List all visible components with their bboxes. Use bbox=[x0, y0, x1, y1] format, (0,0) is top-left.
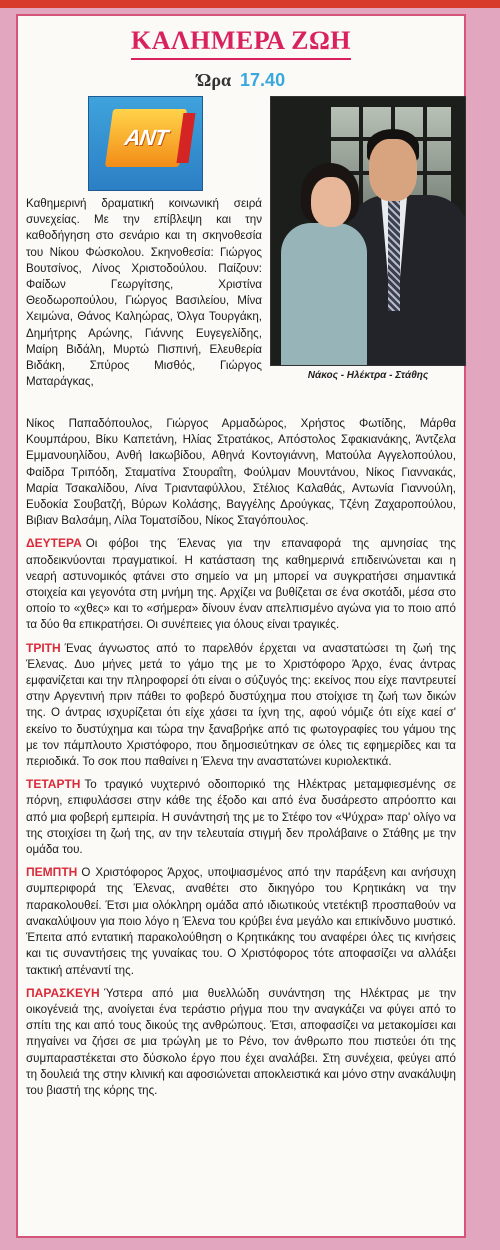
photo-caption: Νάκος - Ηλέκτρα - Στάθης bbox=[307, 370, 429, 381]
intro-text-narrow: Καθημερινή δραματική κοινωνική σειρά συνεχείας. Με την επίβλεψη και την καθοδήγηση στο σενάριο και τη σκηνοθεσία του Νίκου Φώσκολου. Σκηνοθεσία: Γιώργος Βουτσίνος, Λίνος Χριστοδούλου. Παίζουν: Φαίδων Γεωργίτσης, Χριστίνα Θεοδωροπούλου, Γιώργος Βασιλείου, Μίνα Χειμώνα, Θάνος Καληώρας, Όλγα Τουργάκη, Δημήτρης Αρώνης, Γιάννης Ευγεγελίδης, Μαίρη Βιδάλη, Μυρτώ Πισπινή, Ελευθερία Βιδάκη, Σπύρος Μισθός, Γιώργος Ματαράγκας, bbox=[26, 197, 262, 389]
title-underline bbox=[131, 58, 351, 60]
day-label-tuesday: ΤΡΙΤΗ bbox=[26, 640, 61, 655]
day-label-monday: ΔΕΥΤΕΡΑ bbox=[26, 536, 82, 551]
episode-text-tuesday: Ένας άγνωστος από το παρελθόν έρχεται να αναστατώσει τη ζωή της Έλενας. Δυο μήνες μετά το γάμο της με το Χριστόφορο Άρχο, ένας άντρας εμφανίζεται και την πληροφορεί ότι είναι ο σύζυγός της: εκείνος που είχε παντρευτεί στην Αργεντινή πριν πάθει το φοβερό δυστύχημα που στοίχισε τη ζωή των δικών της. Ο άντρας ισχυρίζεται ότι είχε χάσει τα ίχνη της, αφού νόμιζε ότι είχε καεί σ' εκείνο το δυστύχημα και τώρα την ξαναβρήκε από τις φωτογραφίες του γάμου της με τον πάμπλουτο Χριστόφορο, που δημοσιεύτηκαν σε όλες τις εφημερίδες και τα περιοδικά. Το σοκ που παθαίνει η Έλενα την αναστατώνει κυριολεκτικά. bbox=[26, 641, 456, 769]
time-label: Ώρα bbox=[196, 70, 232, 90]
page-title: ΚΑΛΗΜΕΡΑ ΖΩΗ bbox=[130, 26, 352, 55]
episode-text-friday: Ύστερα από μια θυελλώδη συνάντηση της Ηλέκτρας με την οικογένειά της, ανοίγεται ένα τεράστιο ρήγμα που την αναγκάζει να φύγει από το σπίτι της και από τους δικούς της ανθρώπους. Έτσι, αποφασίζει να μετακομίσει και πηγαίνει να ζήσει σε μια τρώγλη με το Ρένο, τον άνθρωπο που πιστεύει ότι της συμπαραστέκεται στο δύσκολο έργο που έχει αναλάβει. Στη συνέχεια, φεύγει από τη δουλειά της στην κλινική και αφοσιώνεται αποκλειστικά και μόνο στην ανακάλυψη του βιαστή της κόρης της. bbox=[26, 986, 456, 1097]
episode-tuesday bbox=[26, 640, 456, 771]
header-area bbox=[26, 96, 456, 389]
photo-woman-face bbox=[311, 177, 351, 227]
episode-text-wednesday: Το τραγικό νυχτερινό οδοιπορικό της Ηλέκτρας μεταμφιεσμένης σε πόρνη, επιφυλάσσει στην κάθε της έξοδο και από ένα δυσάρεστο απρόοπτο και από μια φοβερή εμπειρία. Η συνάντησή της με το Στέφο τον «Ψύχρα» παρ' ολίγο να της στοιχίσει τη ζωή της, αν την τελευταία στιγμή δεν προλάβαινε ο Στάθης με την ομάδα του. bbox=[26, 778, 456, 857]
day-label-friday: ΠΑΡΑΣΚΕΥΗ bbox=[26, 985, 100, 1000]
channel-logo-mark bbox=[105, 109, 187, 167]
episode-monday bbox=[26, 535, 456, 633]
episode-text-thursday: Ο Χριστόφορος Άρχος, υποψιασμένος από την παράξενη και ανήσυχη συμπεριφορά της Έλενας, αναθέτει στο δικηγόρο του Κρητικάκη να την παρακολουθεί. Έτσι μια ολόκληρη ομάδα από ιδιωτικούς ντετέκτιβ προσπαθούν να ανακαλύψουν για ποιο λόγο η Έλενα του κρύβει ένα μεγάλο και επικίνδυνο μυστικό. Έπειτα από εντατική παρακολούθηση ο Κρητικάκης του αναφέρει όλες τις κινήσεις και τις συναντήσεις της γυναίκας του. Ο Χριστόφορος τότε αποφασίζει να αλλάξει τακτική απέναντί της. bbox=[26, 866, 456, 977]
photo-man-tie bbox=[388, 201, 400, 311]
tv-listing-page bbox=[16, 14, 466, 1238]
time-value: 17.40 bbox=[240, 70, 286, 90]
top-color-strip bbox=[0, 0, 500, 8]
photo-man-face bbox=[369, 139, 417, 201]
intro-text-wide: Νίκος Παπαδόπουλος, Γιώργος Αρμαδώρος, Χρήστος Φωτίδης, Μάρθα Κουμπάρου, Βίκυ Καπετάνη, Ηλίας Στρατάκος, Απόστολος Σφακιανάκης, Άντζελα Εμμανουηλίδου, Ανθή Ιακωβίδου, Αθηνά Κοντογιάννη, Ματούλα Αγγελοπούλου, Φαίδρα Τριπόδη, Σταματίνα Στουραΐτη, Φούλμαν Μουντάνου, Νίκος Γιαννακάς, Μαρία Τσακαλίδου, Λίνα Τριανταφύλλου, Στέλιος Καλαθάς, Αντωνία Γιαννούλη, Ευδοκία Σουβατζή, Βύρων Κολάσης, Βαγγέλης Δρούγκας, Τζένη Ζαχαροπούλου, Βιβιαν Βαλσάμη, Λίλα Τοματσίδου, Νίκος Σταγόπουλος. bbox=[26, 417, 456, 528]
channel-logo bbox=[88, 96, 203, 191]
day-label-thursday: ΠΕΜΠΤΗ bbox=[26, 865, 78, 880]
episode-wednesday bbox=[26, 776, 456, 858]
broadcast-time bbox=[26, 70, 456, 92]
day-label-wednesday: ΤΕΤΑΡΤΗ bbox=[26, 777, 81, 792]
episode-text-monday: Οι φόβοι της Έλενας για την επαναφορά της αμνησίας της αποδεικνύονται πραγματικοί. Η κατάσταση της καθημερινά επιδεινώνεται και η νεαρή αστυνομικός φτάνει στο σημείο να μη μπορεί να συγκρατήσει σημαντικά στοιχεία και γεγονότα στη μνήμη της. Αρχίζει να βυθίζεται σε ένα σκοτάδι, μέσα στο οποίο το «χθες» και το «σήμερα» δίνουν έναν απελπισμένο αγώνα για το ποιο από τα δύο θα επικρατήσει. Οι συνέπειες για όλους είναι τραγικές. bbox=[26, 537, 456, 632]
episode-friday bbox=[26, 985, 456, 1099]
photo-woman-body bbox=[281, 223, 367, 366]
channel-logo-text: ΑΝΤ bbox=[123, 125, 169, 150]
episode-thursday bbox=[26, 864, 456, 978]
cast-photo bbox=[270, 96, 466, 366]
